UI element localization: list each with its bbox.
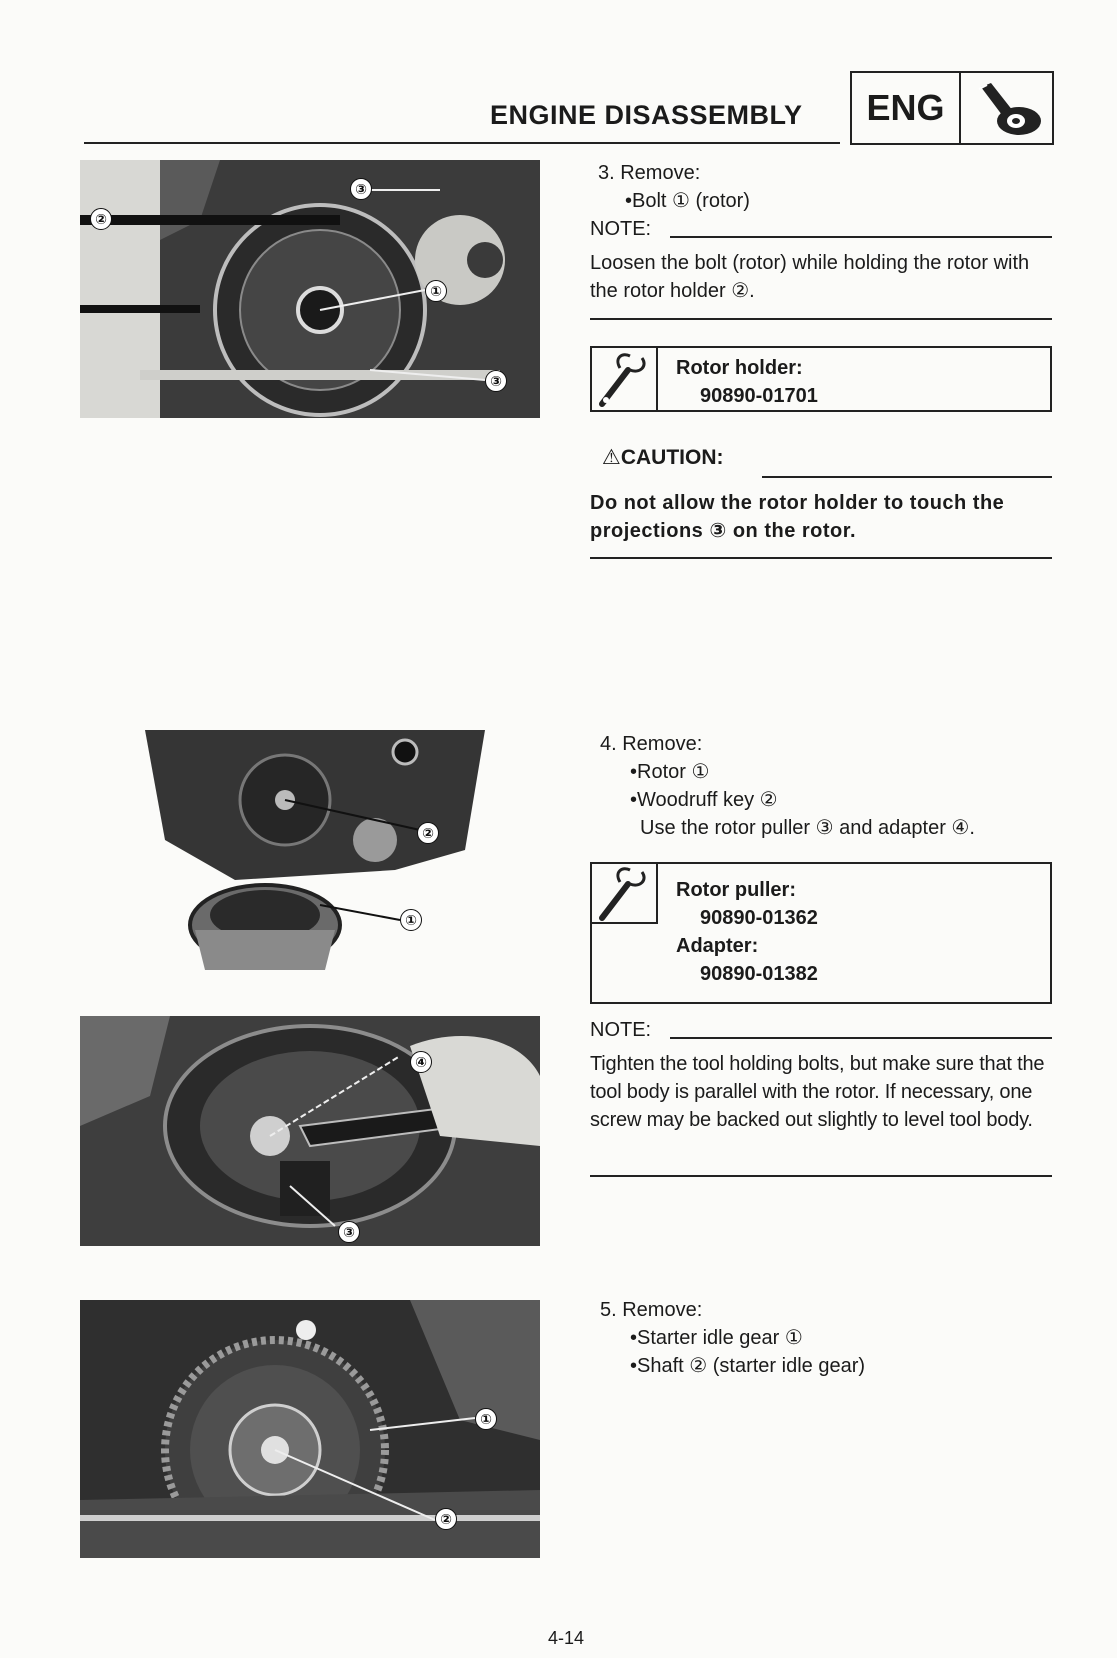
callout-3: ③ [485, 370, 507, 392]
special-tool-icon [592, 864, 658, 924]
engine-section-icon [961, 73, 1052, 143]
rotor-removed-photo [135, 730, 490, 980]
callout-1: ① [400, 909, 422, 931]
note-rule [670, 236, 1052, 238]
step4-note-text: Tighten the tool holding bolts, but make sure that the tool body is parallel with the rotor. If necessary, one screw may be backed out slightly to level tool body. [590, 1053, 1045, 1131]
caution-label: ⚠CAUTION: [602, 446, 724, 469]
step3-note-text: Loosen the bolt (rotor) while holding the rotor with the rotor holder ②. [590, 252, 1030, 302]
page-title: ENGINE DISASSEMBLY [490, 100, 803, 130]
step5-item-shaft: •Shaft ② (starter idle gear) [630, 1355, 866, 1377]
step4-item-woodruff-key: •Woodruff key ② [630, 789, 778, 811]
tool1-part-number: 90890-01362 [700, 907, 818, 929]
callout-1: ① [425, 280, 447, 302]
step4-note-label: NOTE: [590, 1019, 652, 1041]
tool2-name: Adapter: [676, 935, 759, 957]
section-tab [850, 71, 1054, 145]
tool-name: Rotor holder: [676, 357, 803, 379]
callout-2: ② [417, 822, 439, 844]
step4-instruction: Use the rotor puller ③ and adapter ④. [640, 817, 975, 839]
rotor-bolt-photo [80, 160, 540, 418]
step3-note-label: NOTE: [590, 218, 652, 240]
caution-rule [762, 476, 1052, 478]
rotor-puller-tool-box [590, 862, 1052, 1004]
step4-item-rotor: •Rotor ① [630, 761, 710, 783]
caution-end-rule [590, 557, 1052, 559]
header-rule [84, 142, 840, 144]
callout-4: ④ [410, 1051, 432, 1073]
rotor-holder-tool-box [590, 346, 1052, 412]
page-number: 4-14 [548, 1628, 585, 1648]
step5-heading: 5. Remove: [600, 1299, 703, 1321]
special-tool-icon [592, 348, 658, 410]
starter-idle-gear-photo [80, 1300, 540, 1558]
tool-part-number: 90890-01701 [700, 385, 818, 407]
callout-2: ② [90, 208, 112, 230]
step5-item-gear: •Starter idle gear ① [630, 1327, 803, 1349]
tool1-name: Rotor puller: [676, 879, 796, 901]
callout-2: ② [435, 1508, 457, 1530]
step3-heading: 3. Remove: [598, 162, 701, 184]
callout-3: ③ [350, 178, 372, 200]
caution-text: Do not allow the rotor holder to touch the projections ③ on the rotor. [590, 492, 1005, 542]
callout-3: ③ [338, 1221, 360, 1243]
step4-heading: 4. Remove: [600, 733, 703, 755]
rotor-puller-photo [80, 1016, 540, 1246]
note-end-rule [590, 1175, 1052, 1177]
callout-1: ① [475, 1408, 497, 1430]
tool2-part-number: 90890-01382 [700, 963, 818, 985]
step3-item-bolt: •Bolt ① (rotor) [625, 190, 750, 212]
note-rule [670, 1037, 1052, 1039]
note-end-rule [590, 318, 1052, 320]
section-label: ENG [852, 73, 961, 143]
